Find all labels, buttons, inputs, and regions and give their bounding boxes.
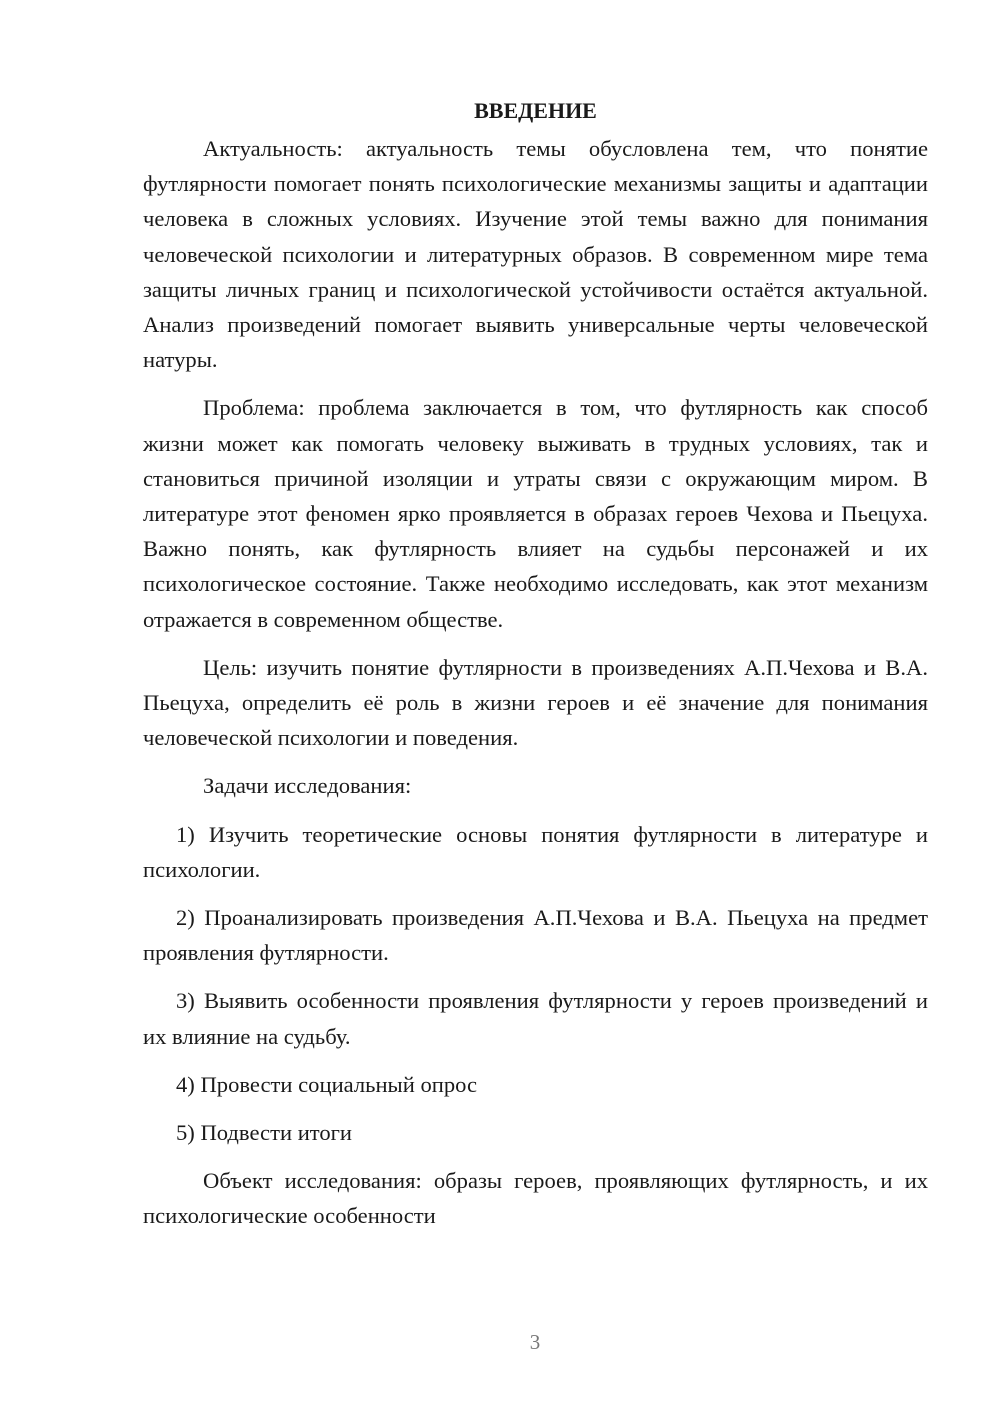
tasks-heading: Задачи исследования: bbox=[203, 773, 412, 799]
object-paragraph: Объект исследования: образы героев, проявляющих футлярность, и их психологические особенности bbox=[143, 1168, 928, 1229]
task-item-4: 4) Провести социальный опрос bbox=[176, 1071, 478, 1097]
page-number: 3 bbox=[529, 1330, 541, 1354]
task-item-1: 1) Изучить теоретические основы понятия футлярности в литературе и психологии. bbox=[143, 821, 928, 882]
task-item-3: 3) Выявить особенности проявления футлярности у героев произведений и их влияние на судьбу. bbox=[143, 988, 928, 1049]
task-item-5: 5) Подвести итоги bbox=[176, 1120, 353, 1146]
document-page bbox=[143, 96, 928, 1247]
relevance-paragraph: Актуальность: актуальность темы обусловлена тем, что понятие футлярности помогает понять психологические механизмы защиты и адаптации человека в сложных условиях. Изучение этой темы важно для понимания человеческой психологии и литературных образов. В современном мире тема защиты личных границ и психологической устойчивости остаётся актуальной. Анализ произведений помогает выявить универсальные черты человеческой натуры. bbox=[143, 136, 928, 373]
problem-paragraph: Проблема: проблема заключается в том, что футлярность как способ жизни может как помогать человеку выживать в трудных условиях, так и становиться причиной изоляции и утраты связи с окружающим миром. В литературе этот феномен ярко проявляется в образах героев Чехова и Пьецуха. Важно понять, как футлярность влияет на судьбы персонажей и их психологическое состояние. Также необходимо исследовать, как этот механизм отражается в современном обществе. bbox=[143, 395, 928, 632]
section-title: ВВЕДЕНИЕ bbox=[474, 98, 597, 123]
task-item-2: 2) Проанализировать произведения А.П.Чехова и В.А. Пьецуха на предмет проявления футлярности. bbox=[143, 905, 928, 966]
goal-paragraph: Цель: изучить понятие футлярности в произведениях А.П.Чехова и В.А. Пьецуха, определить её роль в жизни героев и её значение для понимания человеческой психологии и поведения. bbox=[143, 654, 928, 751]
